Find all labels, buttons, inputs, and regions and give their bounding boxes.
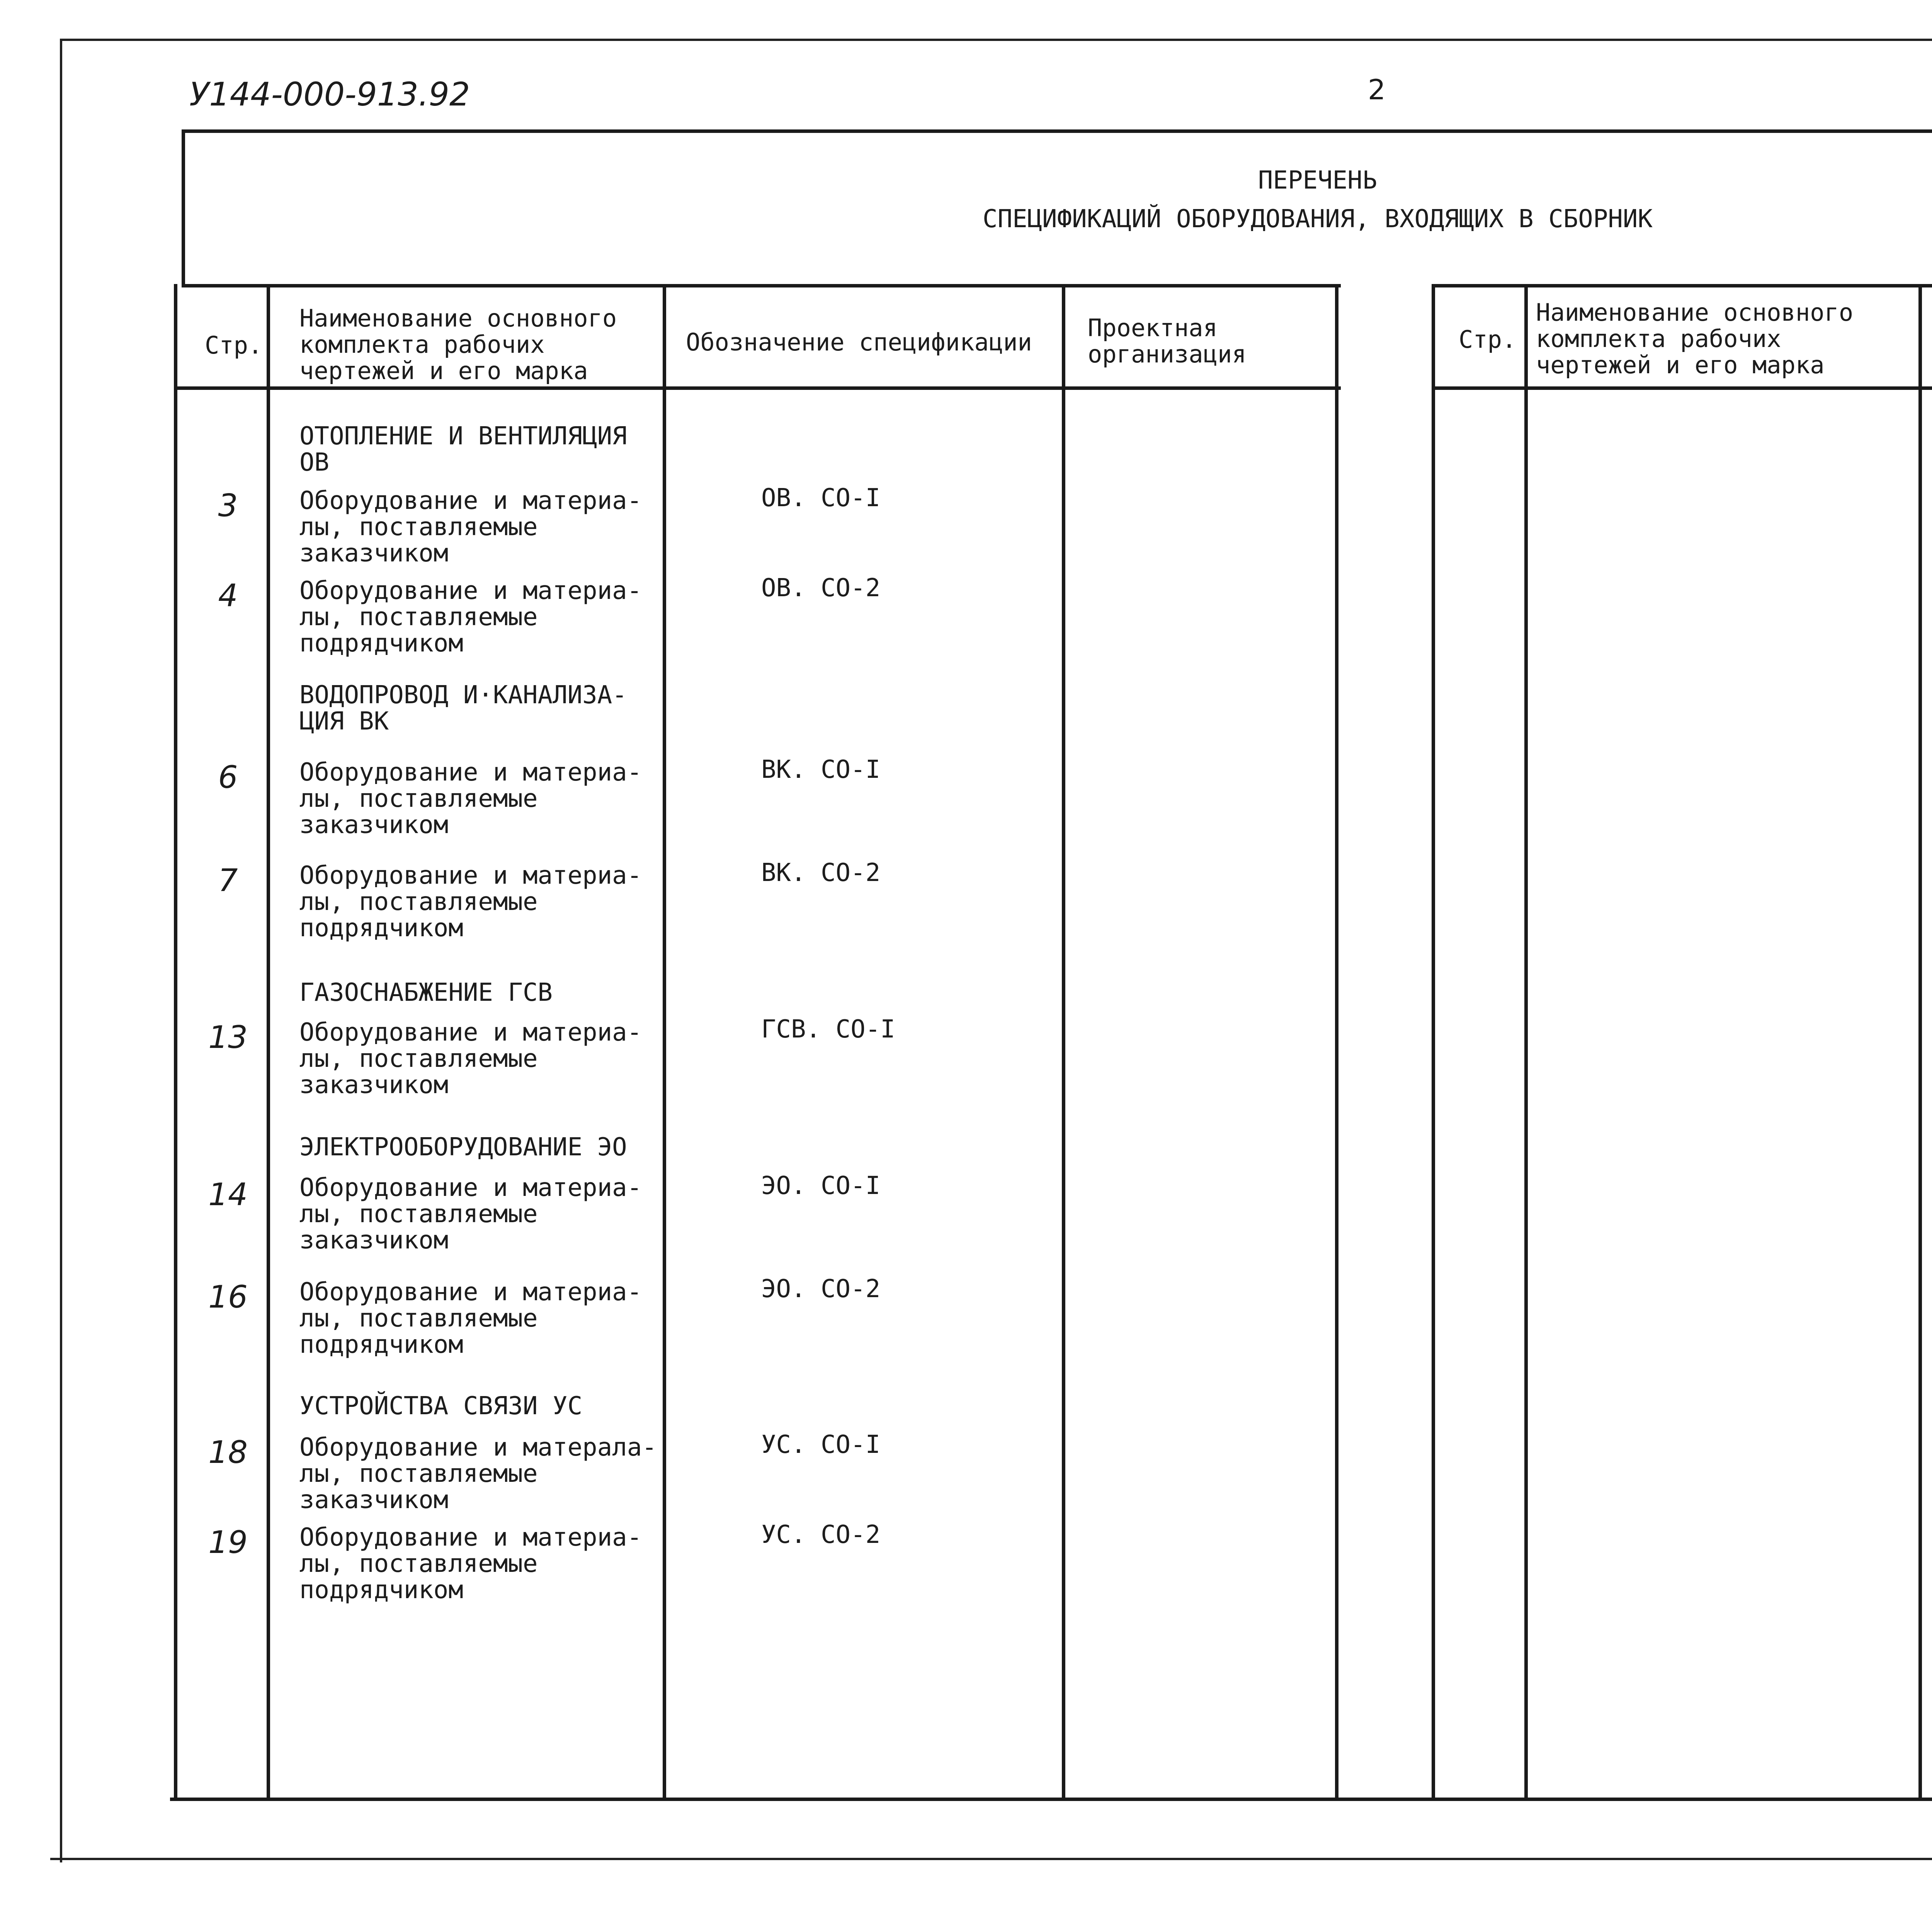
row-page: 14 — [208, 1177, 248, 1213]
row-designation: УС. СО-2 — [761, 1520, 881, 1549]
row-page: 18 — [208, 1434, 248, 1470]
table-bottom-border — [170, 1798, 1932, 1801]
row-designation: ГСВ. СО-I — [761, 1015, 895, 1044]
row-page: 13 — [208, 1019, 248, 1055]
row-name: Оборудование и материа- лы, поставляемые заказчиком — [299, 1018, 642, 1099]
page-number: 2 — [1368, 73, 1386, 106]
left-header-organization: Проектная организация — [1088, 314, 1247, 368]
left-header-page: Стр. — [205, 331, 263, 359]
left-col-border-4 — [1335, 284, 1338, 1799]
left-header-designation: Обозначение спецификации — [686, 328, 1032, 356]
title-line-1: ПЕРЕЧЕНЬ — [1258, 166, 1378, 195]
section-heading: ЭЛЕКТРООБОРУДОВАНИЕ ЭО — [299, 1133, 627, 1162]
row-name: Оборудование и материа- лы, поставляемые подрядчиком — [299, 861, 642, 942]
section-heading: УСТРОЙСТВА СВЯЗИ УС — [299, 1392, 583, 1420]
left-header-name: Наименование основного комплекта рабочих чертежей и его марка — [299, 304, 617, 385]
right-header-page: Стр. — [1459, 325, 1517, 354]
document-code: У144-000-913.92 — [189, 75, 470, 113]
section-heading: ВОДОПРОВОД И·КАНАЛИЗА- ЦИЯ ВК — [299, 681, 627, 736]
row-designation: ВК. СО-I — [761, 755, 881, 784]
outer-frame-bottom — [50, 1858, 1932, 1860]
section-heading: ГАЗОСНАБЖЕНИЕ ГСВ — [299, 978, 553, 1007]
row-page: 4 — [218, 578, 238, 614]
right-header-name: Наименование основного комплекта рабочих чертежей и его марка — [1536, 298, 1854, 379]
row-name: Оборудование и материа- лы, поставляемые заказчиком — [299, 1173, 642, 1255]
row-page: 19 — [208, 1524, 248, 1560]
row-designation: ВК. СО-2 — [761, 859, 881, 887]
outer-frame-top — [62, 39, 1932, 41]
left-col-border-2 — [663, 284, 666, 1799]
row-designation: ОВ. СО-2 — [761, 574, 881, 602]
row-designation: ЭО. СО-2 — [761, 1275, 881, 1303]
title-line-2: СПЕЦИФИКАЦИЙ ОБОРУДОВАНИЯ, ВХОДЯЩИХ В СБОРНИК — [983, 205, 1653, 233]
row-page: 6 — [218, 759, 238, 795]
row-designation: УС. СО-I — [761, 1430, 881, 1459]
row-name: Оборудование и материа- лы, поставляемые заказчиком — [299, 758, 642, 839]
row-page: 7 — [218, 862, 238, 898]
row-name: Оборудование и материа- лы, поставляемые заказчиком — [299, 486, 642, 568]
left-header-bottom-line — [174, 386, 1341, 390]
row-name: Оборудование и материа- лы, поставляемые подрядчиком — [299, 1523, 642, 1604]
row-page: 3 — [218, 488, 238, 524]
row-designation: ЭО. СО-I — [761, 1172, 881, 1200]
outer-frame-left — [60, 39, 62, 1862]
row-name: Оборудование и материа- лы, поставляемые подрядчиком — [299, 1278, 642, 1359]
right-col-border-0 — [1432, 284, 1435, 1799]
left-col-border-0 — [174, 284, 177, 1799]
table-top-border — [182, 129, 1932, 133]
left-col-border-3 — [1062, 284, 1065, 1799]
right-col-border-2 — [1918, 284, 1922, 1799]
section-heading: ОТОПЛЕНИЕ И ВЕНТИЛЯЦИЯ ОВ — [299, 422, 627, 477]
right-col-border-1 — [1524, 284, 1528, 1799]
row-page: 16 — [208, 1279, 248, 1315]
left-header-top-line — [182, 284, 1341, 287]
row-name: Оборудование и материа- лы, поставляемые подрядчиком — [299, 577, 642, 658]
row-name: Оборудование и матерала- лы, поставляемые заказчиком — [299, 1433, 657, 1514]
right-header-bottom-line — [1432, 386, 1932, 390]
row-designation: ОВ. СО-I — [761, 484, 881, 512]
right-header-top-line — [1432, 284, 1932, 287]
